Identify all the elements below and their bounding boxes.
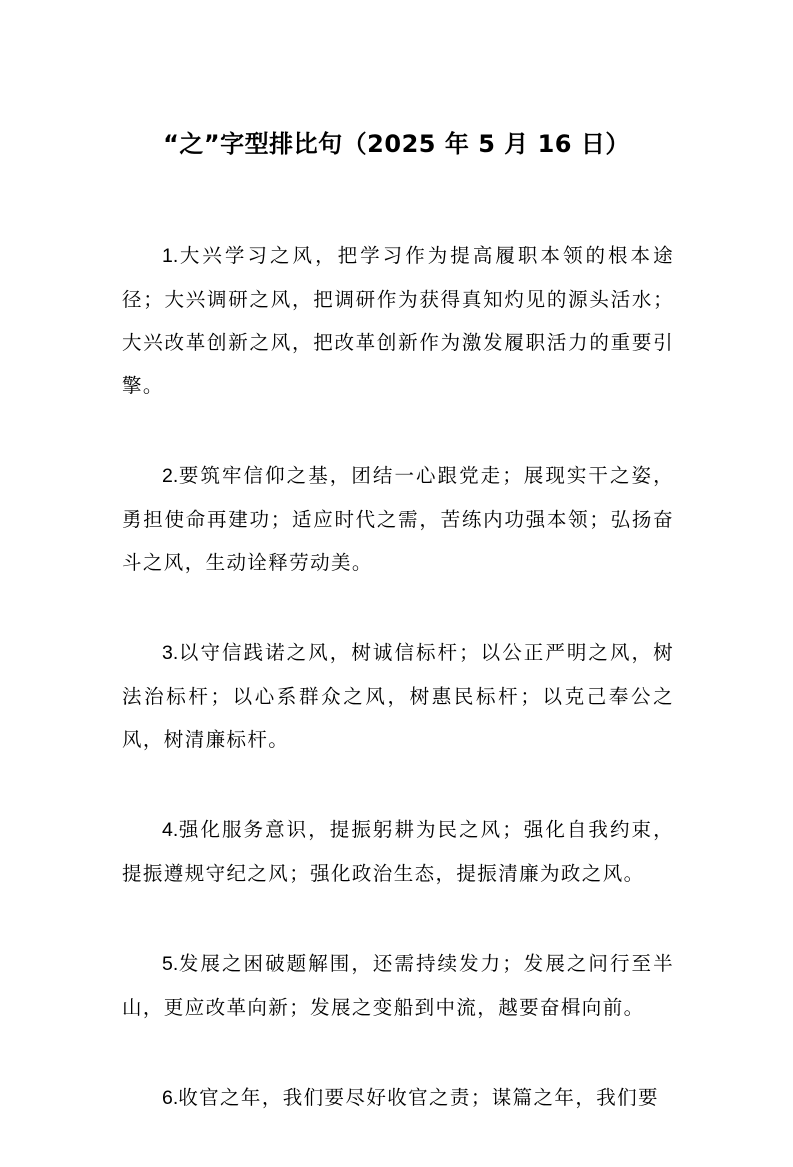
document-title: “之”字型排比句（2025 年 5 月 16 日） bbox=[163, 130, 630, 158]
paragraph-text: 强化服务意识，提振躬耕为民之风；强化自我约束，提振遵规守纪之风；强化政治生态，提振清廉为政之风。 bbox=[122, 818, 674, 885]
paragraph-number: 2. bbox=[161, 465, 179, 487]
paragraph-text: 发展之困破题解围，还需持续发力；发展之问行至半山，更应改革向新；发展之变船到中流，越要奋楫向前。 bbox=[122, 952, 674, 1019]
paragraph-5 bbox=[122, 942, 674, 1029]
paragraph-4 bbox=[122, 808, 674, 895]
paragraph-1 bbox=[122, 234, 674, 407]
paragraph-6 bbox=[122, 1076, 674, 1120]
paragraph-2 bbox=[122, 454, 674, 584]
paragraph-number: 6. bbox=[161, 1087, 179, 1109]
paragraph-text: 以守信践诺之风，树诚信标杆；以公正严明之风，树法治标杆；以心系群众之风，树惠民标杆；以克己奉公之风，树清廉标杆。 bbox=[122, 641, 674, 751]
paragraph-text: 收官之年，我们要尽好收官之责；谋篇之年，我们要 bbox=[178, 1086, 659, 1109]
paragraph-3 bbox=[122, 631, 674, 761]
paragraph-text: 大兴学习之风，把学习作为提高履职本领的根本途径；大兴调研之风，把调研作为获得真知灼见的源头活水；大兴改革创新之风，把改革创新作为激发履职活力的重要引擎。 bbox=[122, 244, 674, 397]
document-body bbox=[122, 234, 674, 1167]
paragraph-number: 5. bbox=[161, 953, 179, 975]
paragraph-number: 1. bbox=[161, 245, 179, 267]
paragraph-number: 4. bbox=[161, 819, 179, 841]
paragraph-text: 要筑牢信仰之基，团结一心跟党走；展现实干之姿，勇担使命再建功；适应时代之需，苦练内功强本领；弘扬奋斗之风，生动诠释劳动美。 bbox=[122, 464, 674, 574]
paragraph-number: 3. bbox=[161, 642, 179, 664]
